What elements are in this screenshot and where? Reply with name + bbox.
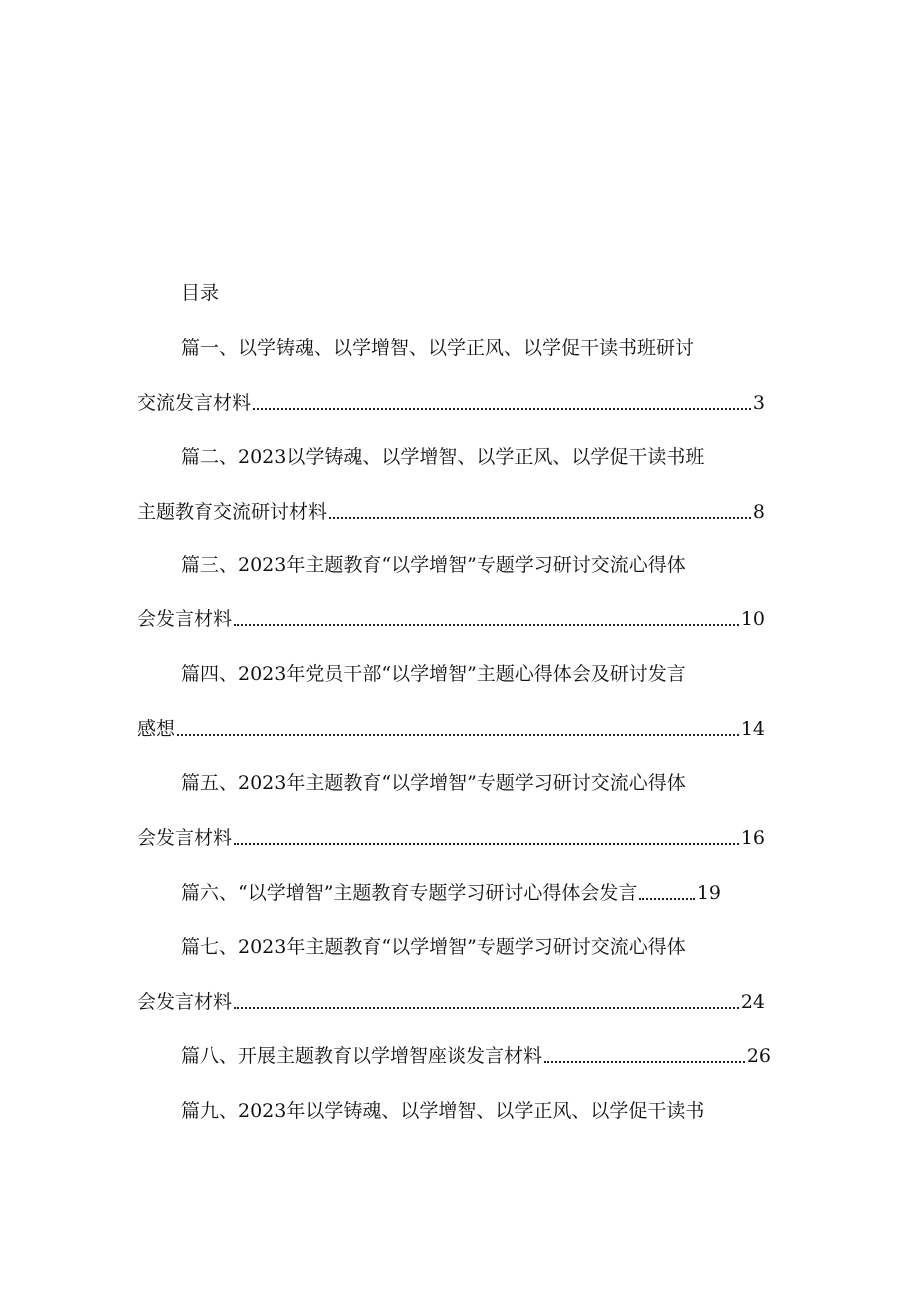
toc-entry-4-page: 14: [740, 718, 765, 740]
toc-entry-2[interactable]: [137, 499, 765, 525]
toc-entry-5-line2: 会发言材料: [137, 827, 233, 849]
toc-entry-7-line2: 会发言材料: [137, 991, 233, 1013]
toc-entry-5-page: 16: [740, 827, 765, 849]
toc-entry-1-page: 3: [752, 392, 765, 414]
dot-leader: [253, 408, 751, 410]
toc-entry-1[interactable]: [137, 390, 765, 416]
toc-entry-8-text: 篇八、开展主题教育以学增智座谈发言材料: [181, 1045, 543, 1067]
dot-leader: [234, 843, 739, 845]
toc-entry-3[interactable]: [137, 606, 765, 632]
toc-entry-5[interactable]: [137, 825, 765, 851]
toc-entry-7-line1: 篇七、2023年主题教育“以学增智”专题学习研讨交流心得体: [181, 936, 686, 958]
toc-entry-5-line1: 篇五、2023年主题教育“以学增智”专题学习研讨交流心得体: [181, 772, 686, 794]
dot-leader: [177, 734, 739, 736]
toc-entry-6-page: 19: [696, 882, 721, 904]
toc-entry-6-text: 篇六、“以学增智”主题教育专题学习研讨心得体会发言: [181, 882, 638, 904]
toc-title: 目录: [181, 282, 220, 304]
toc-entry-9-line1: 篇九、2023年以学铸魂、以学增智、以学正风、以学促干读书: [181, 1100, 705, 1122]
toc-entry-4-line2: 感想: [137, 718, 176, 740]
toc-entry-2-page: 8: [752, 501, 765, 523]
dot-leader: [639, 898, 694, 900]
toc-entry-2-line1: 篇二、2023以学铸魂、以学增智、以学正风、以学促干读书班: [181, 446, 705, 468]
toc-entry-3-line2: 会发言材料: [137, 608, 233, 630]
toc-entry-1-line2: 交流发言材料: [137, 392, 252, 414]
toc-entry-3-page: 10: [740, 608, 765, 630]
toc-entry-7[interactable]: [137, 989, 765, 1015]
toc-entry-4[interactable]: [137, 716, 765, 742]
toc-entry-8[interactable]: [181, 1043, 771, 1069]
toc-entry-6[interactable]: [181, 880, 721, 906]
toc-entry-8-page: 26: [746, 1045, 771, 1067]
toc-entry-7-page: 24: [740, 991, 765, 1013]
dot-leader: [329, 517, 751, 519]
dot-leader: [234, 624, 739, 626]
toc-entry-1-line1: 篇一、以学铸魂、以学增智、以学正风、以学促干读书班研讨: [181, 337, 695, 359]
dot-leader: [234, 1007, 739, 1009]
toc-entry-3-line1: 篇三、2023年主题教育“以学增智”专题学习研讨交流心得体: [181, 554, 686, 576]
dot-leader: [544, 1061, 745, 1063]
toc-entry-4-line1: 篇四、2023年党员干部“以学增智”主题心得体会及研讨发言: [181, 663, 686, 685]
toc-entry-2-line2: 主题教育交流研讨材料: [137, 501, 328, 523]
